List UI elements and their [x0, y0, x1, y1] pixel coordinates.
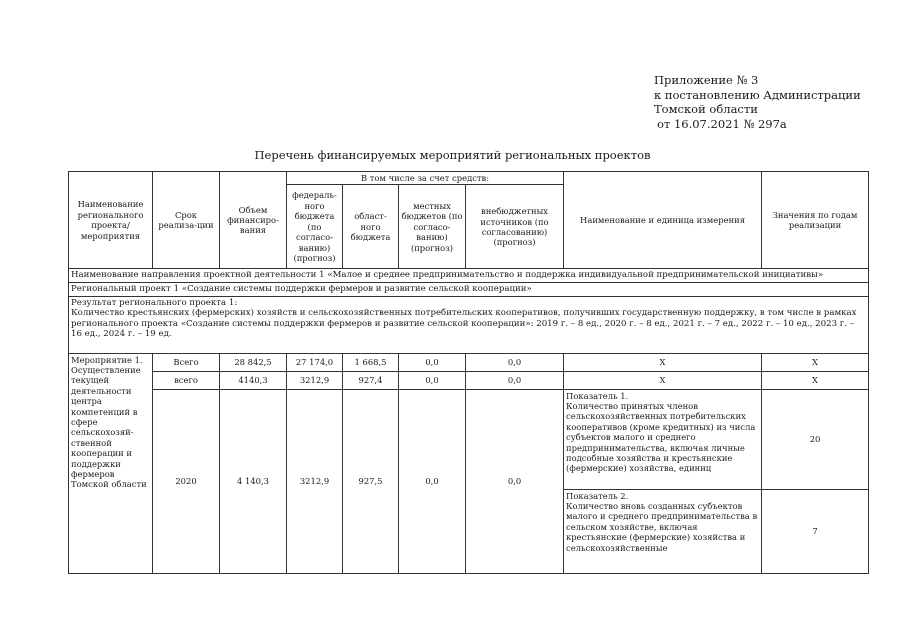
header-term: Срок реализа-ции — [153, 172, 220, 269]
header-measure: Наименование и единица измерения — [564, 172, 762, 269]
project-row: Региональный проект 1 «Создание системы поддержки фермеров и развитие сельской кооперации» — [69, 283, 869, 297]
indicator-text — [564, 489, 762, 573]
row-local: 0,0 — [399, 353, 466, 371]
indicator-2-text: Показатель 2. Количество вновь созданных субъектов малого и среднего предпринимательства в сельском хозяйстве, включая крестьянские (фермерские) хозяйства и сельскохозяйственные — [566, 490, 758, 553]
row-regional: 927,4 — [343, 371, 399, 389]
year-local: 0,0 — [399, 389, 466, 573]
header-values: Значения по годам реализации — [762, 172, 869, 269]
row-value: Х — [762, 371, 869, 389]
row-term: Всего — [153, 353, 220, 371]
row-volume: 28 842,5 — [220, 353, 287, 371]
appendix-line: Томской области — [654, 102, 758, 116]
header-regional: област-ного бюджета — [343, 185, 399, 269]
row-measure: Х — [564, 371, 762, 389]
year-term: 2020 — [153, 389, 220, 573]
year-regional: 927,5 — [343, 389, 399, 573]
row-local: 0,0 — [399, 371, 466, 389]
year-federal: 3212,9 — [287, 389, 343, 573]
row-extra: 0,0 — [466, 371, 564, 389]
header-incl: В том числе за счет средств: — [287, 172, 564, 185]
indicator-value: 20 — [762, 389, 869, 489]
appendix-line: к постановлению Администрации — [654, 87, 861, 102]
row-extra: 0,0 — [466, 353, 564, 371]
document-title: Перечень финансируемых мероприятий региональных проектов — [254, 148, 651, 162]
direction-row: Наименование направления проектной деятельности 1 «Малое и среднее предпринимательство и поддержка индивидуальной предпринимательской инициативы» — [69, 269, 869, 283]
activity-cell — [69, 353, 153, 573]
row-volume: 4140,3 — [220, 371, 287, 389]
header-local: местных бюджетов (по согласо-ванию) (прогноз) — [399, 185, 466, 269]
header-name: Наименование регионального проекта/ мероприятия — [69, 172, 153, 269]
row-value: Х — [762, 353, 869, 371]
appendix-block — [654, 73, 861, 131]
row-federal: 3212,9 — [287, 371, 343, 389]
activity-text: Мероприятие 1. Осуществление текущей деятельности центра компетенций в сфере сельскохозяй-ственной кооперации и поддержки фермеров Томской области — [71, 354, 147, 490]
indicator-text — [564, 389, 762, 489]
row-measure: Х — [564, 353, 762, 371]
result-text: Результат регионального проекта 1: Количество крестьянских (фермерских) хозяйств и сельскохозяйственных потребительских кооперативов, получивших государственную поддержку, в том числе в рамках регионального проекта «Создание системы поддержки фермеров и развитие сельской кооперации»: 2019 г. – 8 ед., 2020 г. – 8 ед., 2021 г. – 7 ед., 2022 г. – 10 ед., 2023 г. – 16 ед., 2024 г. – 19 ед. — [71, 297, 857, 340]
indicator-1-text: Показатель 1. Количество принятых членов сельскохозяйственных потребительских кооперативов (кроме кредитных) из числа субъектов малого и среднего предпринимательства, включая личные подсобные хозяйства и крестьянские (фермерские) хозяйства, единиц — [566, 390, 756, 474]
indicator-value: 7 — [762, 489, 869, 573]
row-term: всего — [153, 371, 220, 389]
projects-table — [68, 171, 869, 574]
row-regional: 1 668,5 — [343, 353, 399, 371]
header-extra: внебюджетных источников (по согласованию) (прогноз) — [466, 185, 564, 269]
appendix-line: от 16.07.2021 № 297а — [657, 116, 787, 131]
row-federal: 27 174,0 — [287, 353, 343, 371]
header-federal: федераль-ного бюджета (по согласо-ванию) (прогноз) — [287, 185, 343, 269]
appendix-line: Приложение № 3 — [654, 73, 759, 87]
header-volume: Объем финансиро-вания — [220, 172, 287, 269]
year-volume: 4 140,3 — [220, 389, 287, 573]
result-row — [69, 296, 869, 353]
year-extra: 0,0 — [466, 389, 564, 573]
